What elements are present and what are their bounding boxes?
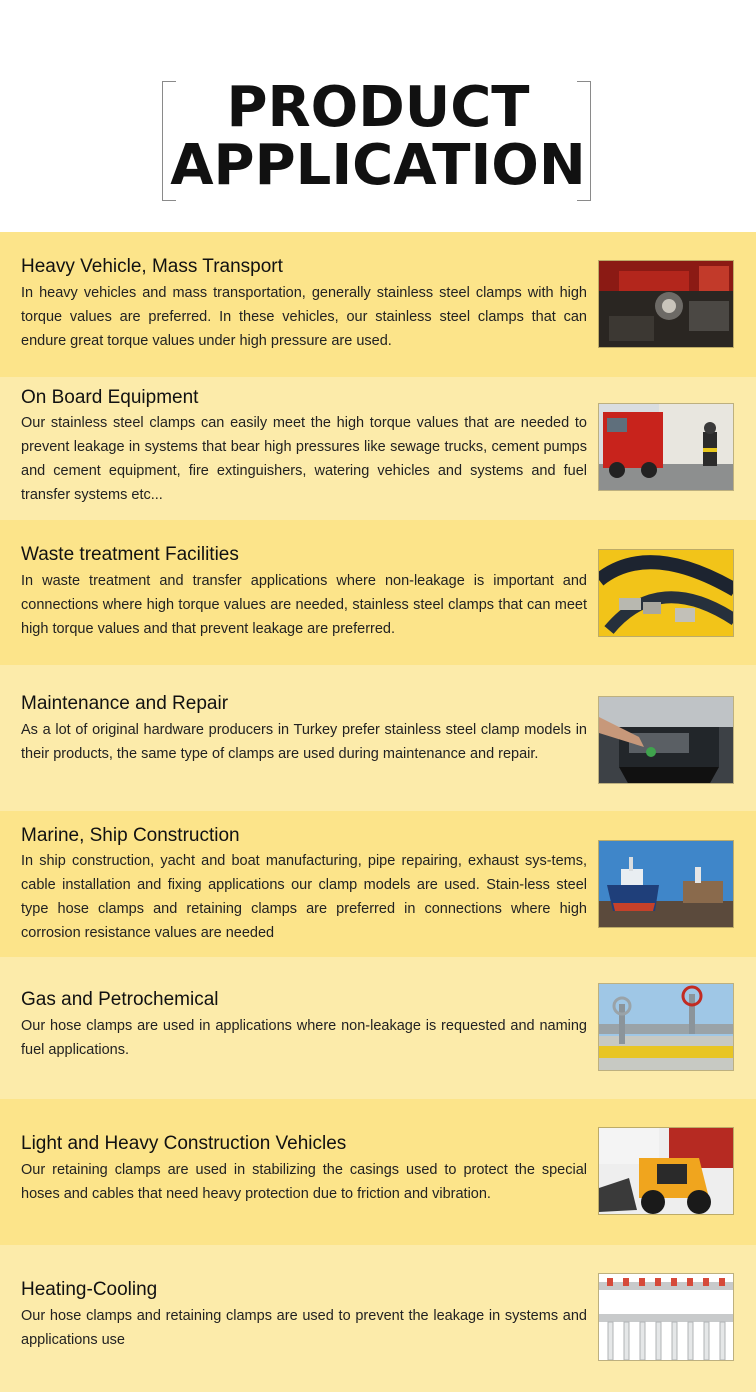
page-title-line-1: PRODUCT	[226, 75, 530, 140]
skid-steer-loader-photo	[598, 1127, 734, 1215]
application-section-heavy-vehicle	[0, 232, 756, 377]
application-section-heating-cooling	[0, 1245, 756, 1392]
section-heading: Waste treatment Facilities	[21, 544, 239, 565]
section-heading: Heating-Cooling	[21, 1279, 158, 1300]
section-body: Our stainless steel clamps can easily meet the high torque values that are needed to prevent leakage in systems that bear high pressures like sewage trucks, cement pumps and cement equipment, fire extinguishers, watering vehicles and systems and fuel transfer systems etc...	[21, 415, 587, 503]
section-body: In heavy vehicles and mass transportation, generally stainless steel clamps with high torque values are preferred. In these vehicles, our stainless steel clamps that can endure great torque values under high pressure are used.	[21, 285, 587, 349]
fire-truck-photo	[598, 403, 734, 491]
car-engine-maintenance-photo	[598, 696, 734, 784]
section-body: As a lot of original hardware producers in Turkey prefer stainless steel clamp models in their products, the same type of clamps are used during maintenance and repair.	[21, 722, 587, 762]
application-section-gas	[0, 957, 756, 1099]
section-heading: Gas and Petrochemical	[21, 989, 219, 1010]
application-section-marine	[0, 811, 756, 957]
section-body: In waste treatment and transfer applications where non-leakage is important and connections where high torque values are needed, stainless steel clamps that can meet high torque values and that prevent leakage are preferred.	[21, 573, 587, 637]
application-section-maintenance	[0, 665, 756, 811]
section-body: In ship construction, yacht and boat manufacturing, pipe repairing, exhaust sys-tems, cable installation and fixing applications our clamp models are used. Stain-less steel type hose clamps and retaining clamps are preferred in connections where high corrosion resistance values are needed	[21, 853, 587, 941]
gas-pipeline-valves-photo	[598, 983, 734, 1071]
application-section-waste-treatment	[0, 520, 756, 665]
heating-manifold-photo	[598, 1273, 734, 1361]
section-body: Our hose clamps and retaining clamps are used to prevent the leakage in systems and applications use	[21, 1308, 587, 1348]
section-heading: Maintenance and Repair	[21, 693, 229, 714]
section-body: Our retaining clamps are used in stabilizing the casings used to protect the special hoses and cables that need heavy protection due to friction and vibration.	[21, 1162, 587, 1202]
ship-dock-photo	[598, 840, 734, 928]
application-section-on-board	[0, 377, 756, 520]
hydraulic-hoses-photo	[598, 549, 734, 637]
section-heading: On Board Equipment	[21, 387, 199, 408]
engine-repair-photo	[598, 260, 734, 348]
section-body: Our hose clamps are used in applications where non-leakage is requested and naming fuel applications.	[21, 1018, 587, 1058]
application-section-construction-vehicles	[0, 1099, 756, 1245]
section-heading: Marine, Ship Construction	[21, 825, 240, 846]
page-title-line-2: APPLICATION	[170, 133, 586, 198]
section-heading: Heavy Vehicle, Mass Transport	[21, 256, 283, 277]
page-header	[0, 0, 756, 232]
section-heading: Light and Heavy Construction Vehicles	[21, 1133, 347, 1154]
